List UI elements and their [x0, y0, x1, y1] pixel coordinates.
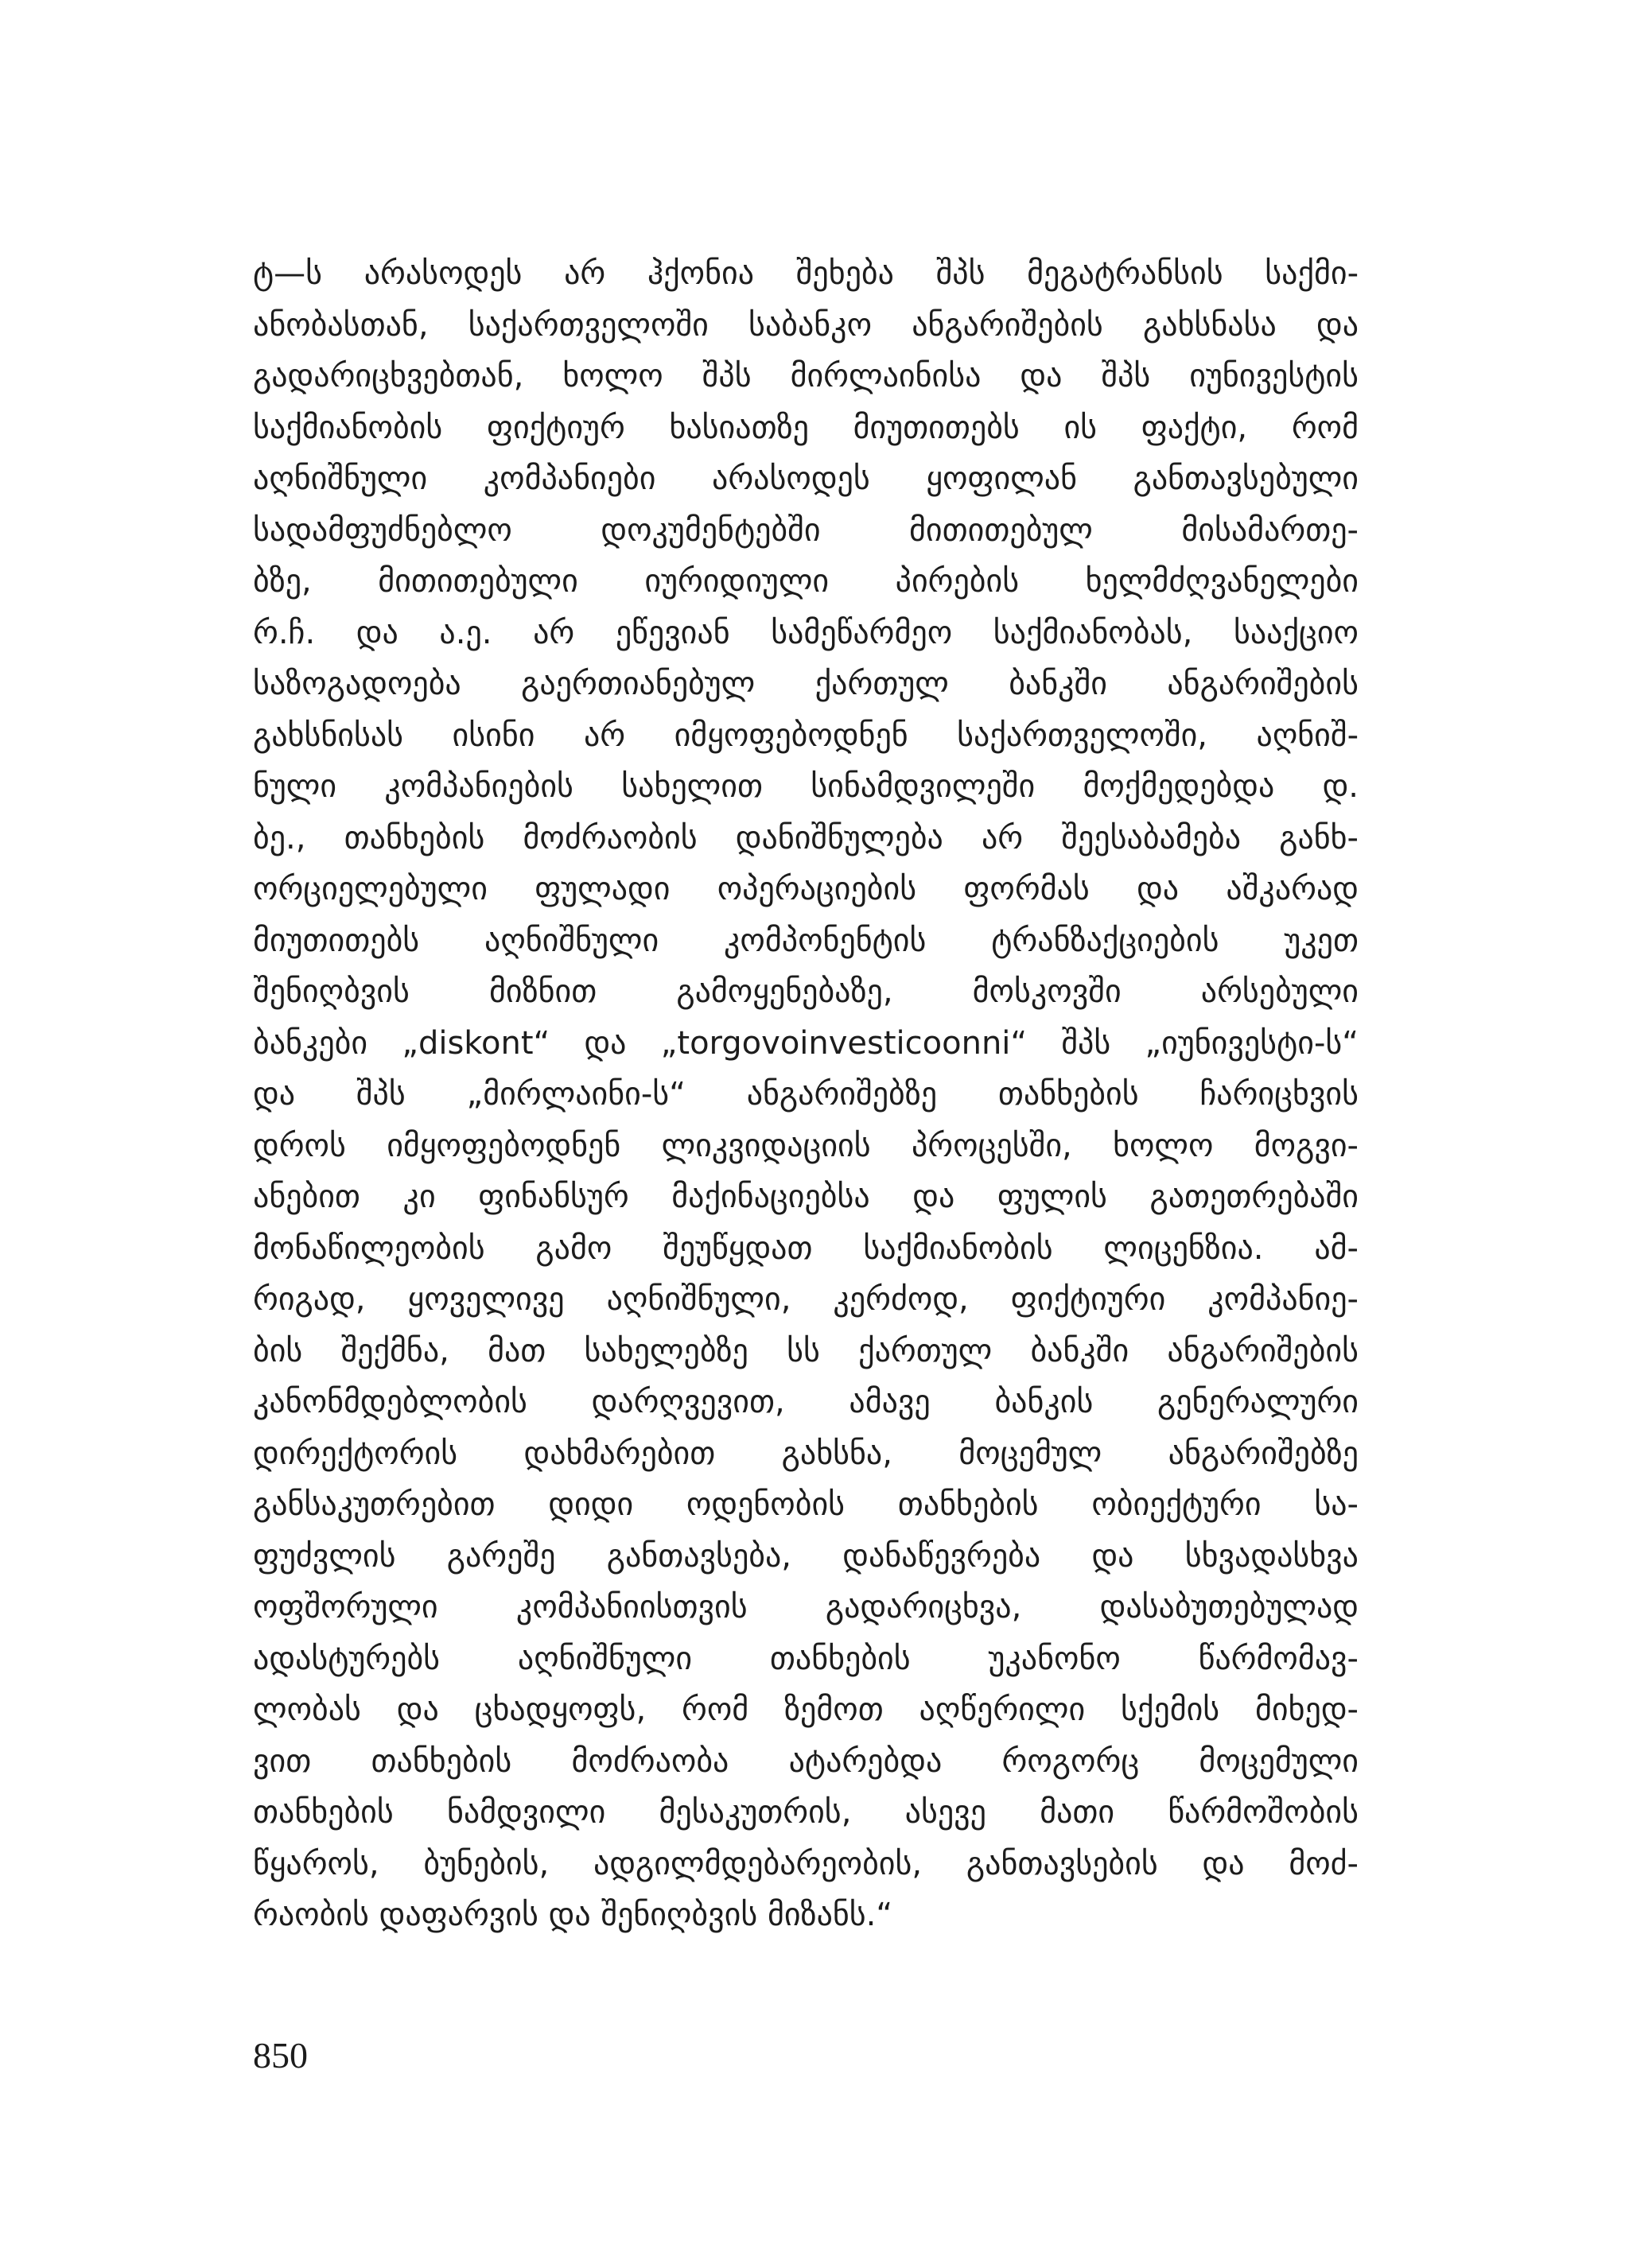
- text-line: დირექტორის დახმარებით გახსნა, მოცემულ ანგარიშებზე: [253, 1435, 1359, 1472]
- body-text: [253, 248, 1359, 1941]
- text-line: კანონმდებლობის დარღვევით, ამავე ბანკის გენერალური: [253, 1384, 1359, 1420]
- text-line: გადარიცხვებთან, ხოლო შპს მირლაინისა და შპს იუნივესტის: [253, 358, 1359, 394]
- text-line: მონაწილეობის გამო შეუწყდათ საქმიანობის ლიცენზია. ამ-: [253, 1229, 1359, 1267]
- text-line: რ.ჩ. და ა.ე. არ ეწევიან სამეწარმეო საქმიანობას, სააქციო: [253, 614, 1359, 651]
- page-number: 850: [253, 2035, 308, 2076]
- text-line: გახსნისას ისინი არ იმყოფებოდნენ საქართველოში, აღნიშ-: [253, 717, 1359, 754]
- text-line: ლობას და ცხადყოფს, რომ ზემოთ აღწერილი სქემის მიხედ-: [253, 1691, 1359, 1728]
- text-line: ოფშორული კომპანიისთვის გადარიცხვა, დასაბუთებულად: [253, 1589, 1359, 1625]
- text-line: თანხების ნამდვილი მესაკუთრის, ასევე მათი წარმოშობის: [253, 1794, 1359, 1831]
- text-line: დროს იმყოფებოდნენ ლიკვიდაციის პროცესში, ხოლო მოგვი-: [253, 1127, 1359, 1164]
- text-line: სადამფუძნებლო დოკუმენტებში მითითებულ მისამართე-: [253, 511, 1359, 549]
- text-line: აღნიშნული კომპანიები არასოდეს ყოფილან განთავსებული: [253, 460, 1359, 497]
- text-line: ადასტურებს აღნიშნული თანხების უკანონო წარმომავ-: [253, 1640, 1359, 1677]
- text-line: საზოგადოება გაერთიანებულ ქართულ ბანკში ანგარიშების: [253, 666, 1359, 702]
- text-line: ტ—ს არასოდეს არ ჰქონია შეხება შპს მეგატრანსის საქმი-: [253, 255, 1359, 292]
- text-line: განსაკუთრებით დიდი ოდენობის თანხების ობიექტური სა-: [253, 1486, 1359, 1523]
- text-line: ბანკები „diskont“ და „torgovoinvesticoonni“ შპს „იუნივესტი-ს“: [253, 1024, 1359, 1062]
- text-line: და შპს „მირლაინი-ს“ ანგარიშებზე თანხების ჩარიცხვის: [253, 1076, 1359, 1113]
- text-line: ვით თანხების მოძრაობა ატარებდა როგორც მოცემული: [253, 1742, 1359, 1780]
- text-line: რიგად, ყოველივე აღნიშნული, კერძოდ, ფიქტიური კომპანიე-: [253, 1281, 1359, 1318]
- text-line: ფუძვლის გარეშე განთავსება, დანაწევრება და სხვადასხვა: [253, 1537, 1359, 1575]
- text-line: ანობასთან, საქართველოში საბანკო ანგარიშების გახსნასა და: [253, 306, 1359, 344]
- text-line: ბე., თანხების მოძრაობის დანიშნულება არ შეესაბამება განხ-: [253, 819, 1359, 856]
- text-line: მიუთითებს აღნიშნული კომპონენტის ტრანზაქციების უკეთ: [253, 922, 1359, 959]
- text-line: წყაროს, ბუნების, ადგილმდებარეობის, განთავსების და მოძ-: [253, 1845, 1359, 1882]
- text-line: ნული კომპანიების სახელით სინამდვილეში მოქმედებდა დ.: [253, 768, 1359, 805]
- text-line: ანებით კი ფინანსურ მაქინაციებსა და ფულის გათეთრებაში: [253, 1179, 1359, 1215]
- text-line: ბის შექმნა, მათ სახელებზე სს ქართულ ბანკში ანგარიშების: [253, 1332, 1359, 1369]
- text-line: საქმიანობის ფიქტიურ ხასიათზე მიუთითებს ის ფაქტი, რომ: [253, 409, 1359, 446]
- text-line: რაობის დაფარვის და შენიღბვის მიზანს.“: [253, 1897, 893, 1933]
- text-line: შენიღბვის მიზნით გამოყენებაზე, მოსკოვში არსებული: [253, 973, 1359, 1010]
- text-line: ბზე, მითითებული იურიდიული პირების ხელმძღვანელები: [253, 563, 1359, 600]
- text-line: ორციელებული ფულადი ოპერაციების ფორმას და აშკარად: [253, 871, 1359, 907]
